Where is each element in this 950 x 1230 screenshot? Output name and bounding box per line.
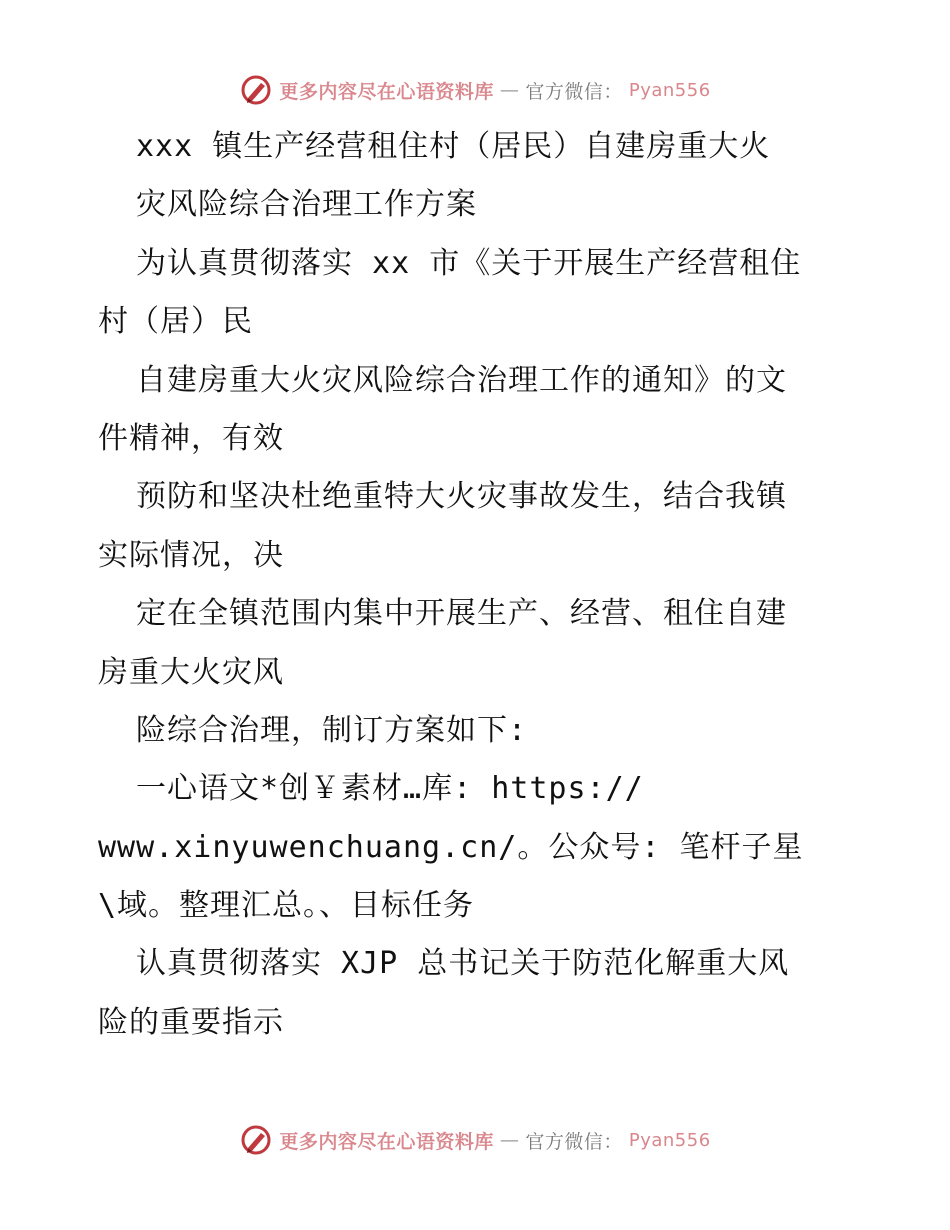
text-line: 认真贯彻落实 XJP 总书记关于防范化解重大风 (136, 946, 790, 982)
watermark-wechat-label: 官方微信： (525, 1130, 623, 1153)
watermark-wechat-id: Pyan556 (628, 1129, 711, 1151)
pen-logo-icon (239, 1123, 273, 1157)
text-line: 件精神，有效 (98, 420, 284, 456)
watermark-dash: — (499, 1129, 520, 1151)
text-line: www.xinyuwenchuang.cn/。公众号: 笔杆子星 (98, 829, 804, 865)
watermark-site: 更多内容尽在心语资料库 (279, 80, 494, 103)
text-line: 预防和坚决杜绝重特大火灾事故发生，结合我镇 (136, 479, 787, 515)
text-line: 为认真贯彻落实 xx 市《关于开展生产经营租住 (136, 245, 802, 281)
text-line: xxx 镇生产经营租住村（居民）自建房重大火 (136, 129, 771, 164)
text-line: 灾风险综合治理工作方案 (136, 187, 477, 223)
text-line: 自建房重大火灾风险综合治理工作的通知》的文 (136, 362, 787, 398)
text-line: 房重大火灾风 (98, 654, 284, 690)
text-line: 实际情况，决 (98, 537, 284, 573)
watermark-dash: — (499, 79, 520, 101)
document-body (98, 118, 858, 1052)
text-line: 村（居）民 (98, 304, 253, 340)
text-line: 定在全镇范围内集中开展生产、经营、租住自建 (136, 596, 787, 632)
header-watermark (0, 70, 950, 110)
text-line: 险的重要指示 (98, 1004, 284, 1040)
watermark-site: 更多内容尽在心语资料库 (279, 1130, 494, 1153)
text-line: 一心语文*创￥素材…库: https:// (136, 771, 644, 807)
watermark-wechat-label: 官方微信： (525, 80, 623, 103)
pen-logo-icon (239, 73, 273, 107)
watermark-wechat-id: Pyan556 (628, 79, 711, 101)
text-line: \域。整理汇总。、目标任务 (98, 888, 475, 924)
footer-watermark (0, 1120, 950, 1160)
text-line: 险综合治理，制订方案如下: (136, 712, 528, 748)
